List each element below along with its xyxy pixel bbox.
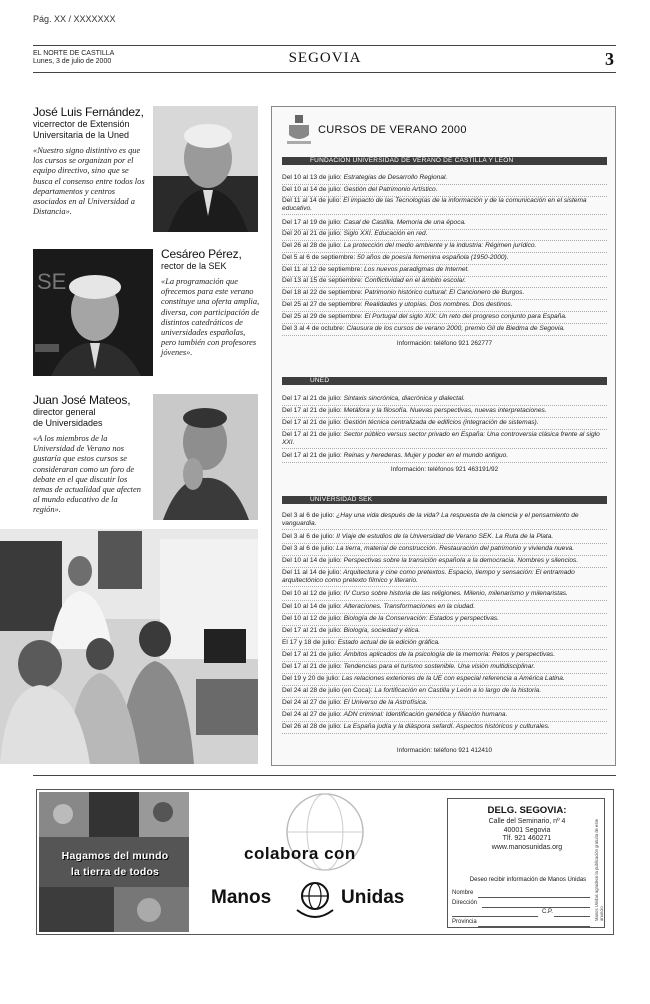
course-row — [282, 557, 607, 568]
course-title: Biología, sociedad y ética. — [343, 627, 421, 634]
delegation-title: DELG. SEGOVIA: — [487, 805, 567, 816]
course-date: Del 24 al 27 de julio: — [282, 711, 342, 718]
course-date: Del 17 al 21 de julio: — [282, 431, 342, 438]
field-line-province[interactable] — [478, 926, 590, 927]
course-title: II Viaje de estudios de la Universidad de Verano SEK. La Ruta de la Plata. — [336, 533, 554, 540]
course-date: Del 24 al 28 de julio (en Coca): — [282, 687, 373, 694]
course-date: Del 18 al 22 de septiembre: — [282, 289, 363, 296]
portrait-mateos — [153, 394, 258, 520]
course-date: Del 20 al 21 de julio: — [282, 230, 342, 237]
course-row — [282, 254, 607, 265]
course-title: Gestión del Patrimonio Artístico. — [343, 186, 438, 193]
person-quote: «La programación que ofrecemos para este verano constituye una oferta amplia, diversa, con participación de distintos catedráticos de universidades españolas, pero también con profesores jóvenes». — [161, 277, 260, 358]
person-role: rector de la SEK — [161, 261, 227, 271]
course-title: Estado actual de la edición gráfica. — [337, 639, 441, 646]
delegation-address — [448, 818, 606, 852]
address-line: www.manosunidas.org — [491, 843, 563, 851]
course-title: La fortificación en Castilla y León a lo largo de la historia. — [374, 687, 542, 694]
course-date: Del 11 al 14 de julio: — [282, 197, 342, 204]
portrait-image — [153, 394, 258, 520]
person-role: Universitaria de la Uned — [33, 130, 130, 140]
course-title: Metáfora y la filosofía. Nuevas perspectivas, nuevas interpretaciones. — [343, 407, 547, 414]
course-title: El Universo de la Astrofísica. — [343, 699, 428, 706]
field-label-address: Dirección — [452, 900, 478, 906]
publication-name: EL NORTE DE CASTILLA — [33, 50, 115, 57]
course-row — [282, 545, 607, 556]
course-date: Del 26 al 28 de julio: — [282, 723, 342, 730]
course-row — [282, 639, 607, 650]
portrait-image — [153, 106, 258, 232]
course-date: Del 17 al 21 de julio: — [282, 419, 342, 426]
ad-colabora: colabora con — [244, 844, 356, 863]
course-title: Ámbitos aplicados de la psicología de la memoria: Retos y perspectivas. — [343, 651, 556, 658]
ad-photo-collage — [39, 792, 189, 932]
form-header: Deseo recibir información de Manos Unidas — [469, 877, 587, 883]
publication-date: Lunes, 3 de julio de 2000 — [33, 58, 112, 65]
person-role: de Universidades — [33, 418, 103, 428]
field-label-province: Provincia — [452, 919, 477, 925]
portrait-fernandez — [153, 106, 258, 232]
course-date: Del 10 al 14 de julio: — [282, 186, 342, 193]
person-role: director general — [33, 407, 96, 417]
course-row — [282, 533, 607, 544]
course-title: La España judía y la diáspora sefardí. Aspectos históricos y culturales. — [343, 723, 550, 730]
course-date: Del 11 al 12 de septiembre: — [282, 266, 363, 273]
course-title: Perspectivas sobre la transición española a la democracia. Nombres y silencios. — [343, 557, 579, 564]
page-number: 3 — [605, 49, 614, 69]
course-title: ¿Hay una vida después de la vida? La respuesta de la ciencia y el pensamiento de vanguardia. — [282, 512, 579, 527]
header-rule — [33, 72, 616, 73]
courses-title: CURSOS DE VERANO 2000 — [318, 124, 467, 136]
course-title: La tierra, material de construcción. Restauración del patrimonio y vivienda nueva. — [336, 545, 575, 552]
brand-unidas: Unidas — [341, 887, 405, 908]
page-code: Pág. XX / XXXXXXX — [33, 14, 116, 24]
course-title: ADN criminal: Identificación genética y filiación humana. — [343, 711, 508, 718]
course-date: Del 5 al 6 de septiembre: — [282, 254, 356, 261]
course-row — [282, 407, 607, 418]
portrait-perez — [33, 249, 153, 376]
course-title: Sector público versus sector privado en España: Una controversia clásica frente al siglo XXI. — [282, 431, 600, 446]
course-row — [282, 651, 607, 662]
course-date: Del 10 al 14 de julio: — [282, 557, 342, 564]
ad-slogan: la tierra de todos — [70, 866, 160, 878]
brand-manos: Manos — [211, 887, 272, 908]
course-date: Del 17 al 21 de julio: — [282, 627, 342, 634]
course-title: Arquitectura y cine como pretextos. Espacio, tiempo y sensación: El entramado arquitectónico como pretexto fílmico y literario. — [282, 569, 575, 584]
vertical-note: Manos Unidas agradece la publicación gratuita de este anuncio — [594, 819, 604, 921]
course-row — [282, 313, 607, 324]
course-title: Tendencias para el turismo sostenible. Una visión multidisciplinar. — [343, 663, 536, 670]
course-row — [282, 325, 607, 336]
ad-top-rule — [33, 775, 616, 776]
course-date: Del 17 al 21 de julio: — [282, 651, 342, 658]
course-row — [282, 395, 607, 406]
course-row — [282, 627, 607, 638]
course-section-header: FUNDACIÓN UNIVERSIDAD DE VERANO DE CASTILLA Y LEÓN — [282, 157, 607, 165]
course-row — [282, 675, 607, 686]
classroom-photo — [0, 529, 258, 764]
svg-text:SE: SE — [37, 269, 67, 294]
course-date: Del 17 al 21 de julio: — [282, 663, 342, 670]
course-date: Del 17 al 21 de julio: — [282, 395, 342, 402]
course-section-header: UNIVERSIDAD SEK — [282, 496, 607, 504]
section-title: SEGOVIA — [288, 50, 362, 66]
course-row — [282, 431, 607, 449]
person-name: José Luis Fernández, — [33, 105, 144, 119]
course-row — [282, 699, 607, 710]
course-date: Del 11 al 14 de julio: — [282, 569, 342, 576]
course-info-phone: Información: teléfonos 921 463191/92 — [390, 466, 499, 473]
course-date: Del 26 al 28 de julio: — [282, 242, 342, 249]
address-line: Tlf. 921 460271 — [502, 835, 552, 843]
person-name: Juan José Mateos, — [33, 393, 131, 407]
course-title: Gestión técnica centralizada de edificios (integración de sistemas). — [343, 419, 539, 426]
course-title: Siglo XXI. Educación en red. — [343, 230, 428, 237]
course-date: Del 19 y 20 de julio: — [282, 675, 340, 682]
ad-contact-form — [447, 798, 605, 928]
course-row — [282, 711, 607, 722]
course-info-phone: Información: teléfono 921 262777 — [396, 340, 493, 347]
course-title: Conflictividad en el ámbito escolar. — [364, 277, 467, 284]
course-row — [282, 186, 607, 197]
course-row — [282, 242, 607, 253]
person-role: vicerrector de Extensión — [33, 119, 130, 129]
person-quote: «A los miembros de la Universidad de Verano nos gustaría que estos cursos se consideraran como un foro de debate en el que discutir los temas de actualidad que afecten al mundo educativo de la región». — [33, 434, 141, 515]
course-row — [282, 723, 607, 734]
course-date: Del 13 al 15 de septiembre: — [282, 277, 363, 284]
field-line-city[interactable] — [452, 916, 538, 917]
course-title: Casal de Castilla. Memoria de una época. — [343, 219, 467, 226]
course-date: Del 25 al 29 de septiembre: — [282, 313, 363, 320]
course-section-header: UNED — [282, 377, 607, 385]
field-line-address[interactable] — [482, 907, 590, 908]
field-label-name: Nombre — [452, 890, 474, 896]
course-title: La protección del medio ambiente y la industria: Régimen jurídico. — [343, 242, 537, 249]
course-title: Alteraciones. Transformaciones en la ciudad. — [343, 603, 476, 610]
course-row — [282, 663, 607, 674]
profile-perez — [161, 247, 261, 359]
course-row — [282, 590, 607, 601]
course-date: Del 3 al 6 de julio: — [282, 512, 335, 519]
course-date: Del 10 al 14 de julio: — [282, 603, 342, 610]
course-title: El Portugal del siglo XIX: Un reto del progreso conjunto para España. — [364, 313, 567, 320]
address-line: Calle del Seminario, nº 4 — [488, 818, 566, 825]
course-title: Patrimonio histórico cultural: El Cancionero de Burgos. — [364, 289, 525, 296]
person-quote: «Nuestro signo distintivo es que los cursos se organizan por el equipo directivo, sino que se busca el consenso entre todos los departamentos y centros asociados en al Universidad a Distancia». — [33, 146, 145, 217]
person-name: Cesáreo Pérez, — [161, 247, 242, 261]
course-row — [282, 289, 607, 300]
ad-slogan: Hagamos del mundo — [61, 850, 169, 862]
course-row — [282, 569, 607, 587]
course-row — [282, 419, 607, 430]
course-info-phone: Información: teléfono 921 412410 — [396, 747, 493, 754]
course-row — [282, 277, 607, 288]
field-line-name[interactable] — [478, 897, 590, 898]
course-date: Del 10 al 12 de julio: — [282, 615, 342, 622]
course-date: Del 24 al 27 de julio: — [282, 699, 342, 706]
course-row — [282, 197, 607, 215]
course-row — [282, 603, 607, 614]
manos-unidas-ad — [36, 789, 614, 935]
course-title: Sintaxis sincrónica, diacrónica y dialectal. — [343, 395, 465, 402]
course-row — [282, 452, 607, 463]
top-rule — [33, 45, 616, 46]
course-row — [282, 174, 607, 185]
course-date: Del 10 al 12 de julio: — [282, 590, 342, 597]
classroom-image — [0, 529, 258, 764]
course-title: Las relaciones exteriores de la UE con especial referencia a América Latina. — [341, 675, 565, 682]
course-row — [282, 615, 607, 626]
course-date: Del 17 al 19 de julio: — [282, 219, 342, 226]
university-crest-icon — [286, 113, 312, 147]
course-title: IV Curso sobre historia de las religiones. Milenio, milenarismo y milenaristas. — [343, 590, 568, 597]
course-date: Del 17 al 21 de julio: — [282, 452, 342, 459]
course-row — [282, 219, 607, 230]
course-date: El 17 y 18 de julio: — [282, 639, 336, 646]
course-date: Del 3 al 4 de octubre: — [282, 325, 345, 332]
course-row — [282, 512, 607, 530]
course-title: Los nuevos paradigmas de Internet. — [364, 266, 470, 273]
course-title: Reinas y herederas. Mujer y poder en el mundo antiguo. — [343, 452, 509, 459]
course-title: El impacto de las Tecnologías de la información y de la comunicación en el sistema educativo. — [282, 197, 587, 212]
course-title: 50 años de poesía femenina española (1950-2000). — [357, 254, 509, 261]
courses-box — [271, 106, 616, 766]
course-date: Del 10 al 13 de julio: — [282, 174, 342, 181]
course-date: Del 3 al 6 de julio: — [282, 545, 335, 552]
course-title: Realidades y utopías. Dos nombres. Dos destinos. — [364, 301, 513, 308]
course-title: Estrategias de Desarrollo Regional. — [343, 174, 448, 181]
profile-fernandez — [33, 105, 145, 217]
profile-mateos — [33, 393, 145, 516]
field-line-postal-code[interactable] — [554, 916, 590, 917]
address-line: 40001 Segovia — [503, 826, 551, 834]
course-row — [282, 301, 607, 312]
course-row — [282, 687, 607, 698]
course-title: Biología de la Conservación: Estados y perspectivas. — [343, 615, 499, 622]
collage-image — [39, 792, 189, 932]
ad-brand-area — [189, 792, 443, 932]
portrait-image — [33, 249, 153, 376]
course-date: Del 17 al 21 de julio: — [282, 407, 342, 414]
course-date: Del 3 al 6 de julio: — [282, 533, 335, 540]
course-date: Del 25 al 27 de septiembre: — [282, 301, 363, 308]
course-row — [282, 266, 607, 277]
course-row — [282, 230, 607, 241]
field-label-postal-code: C.P. — [542, 909, 553, 915]
course-title: Clausura de los cursos de verano 2000, premio Gil de Biedma de Segovia. — [346, 325, 565, 332]
